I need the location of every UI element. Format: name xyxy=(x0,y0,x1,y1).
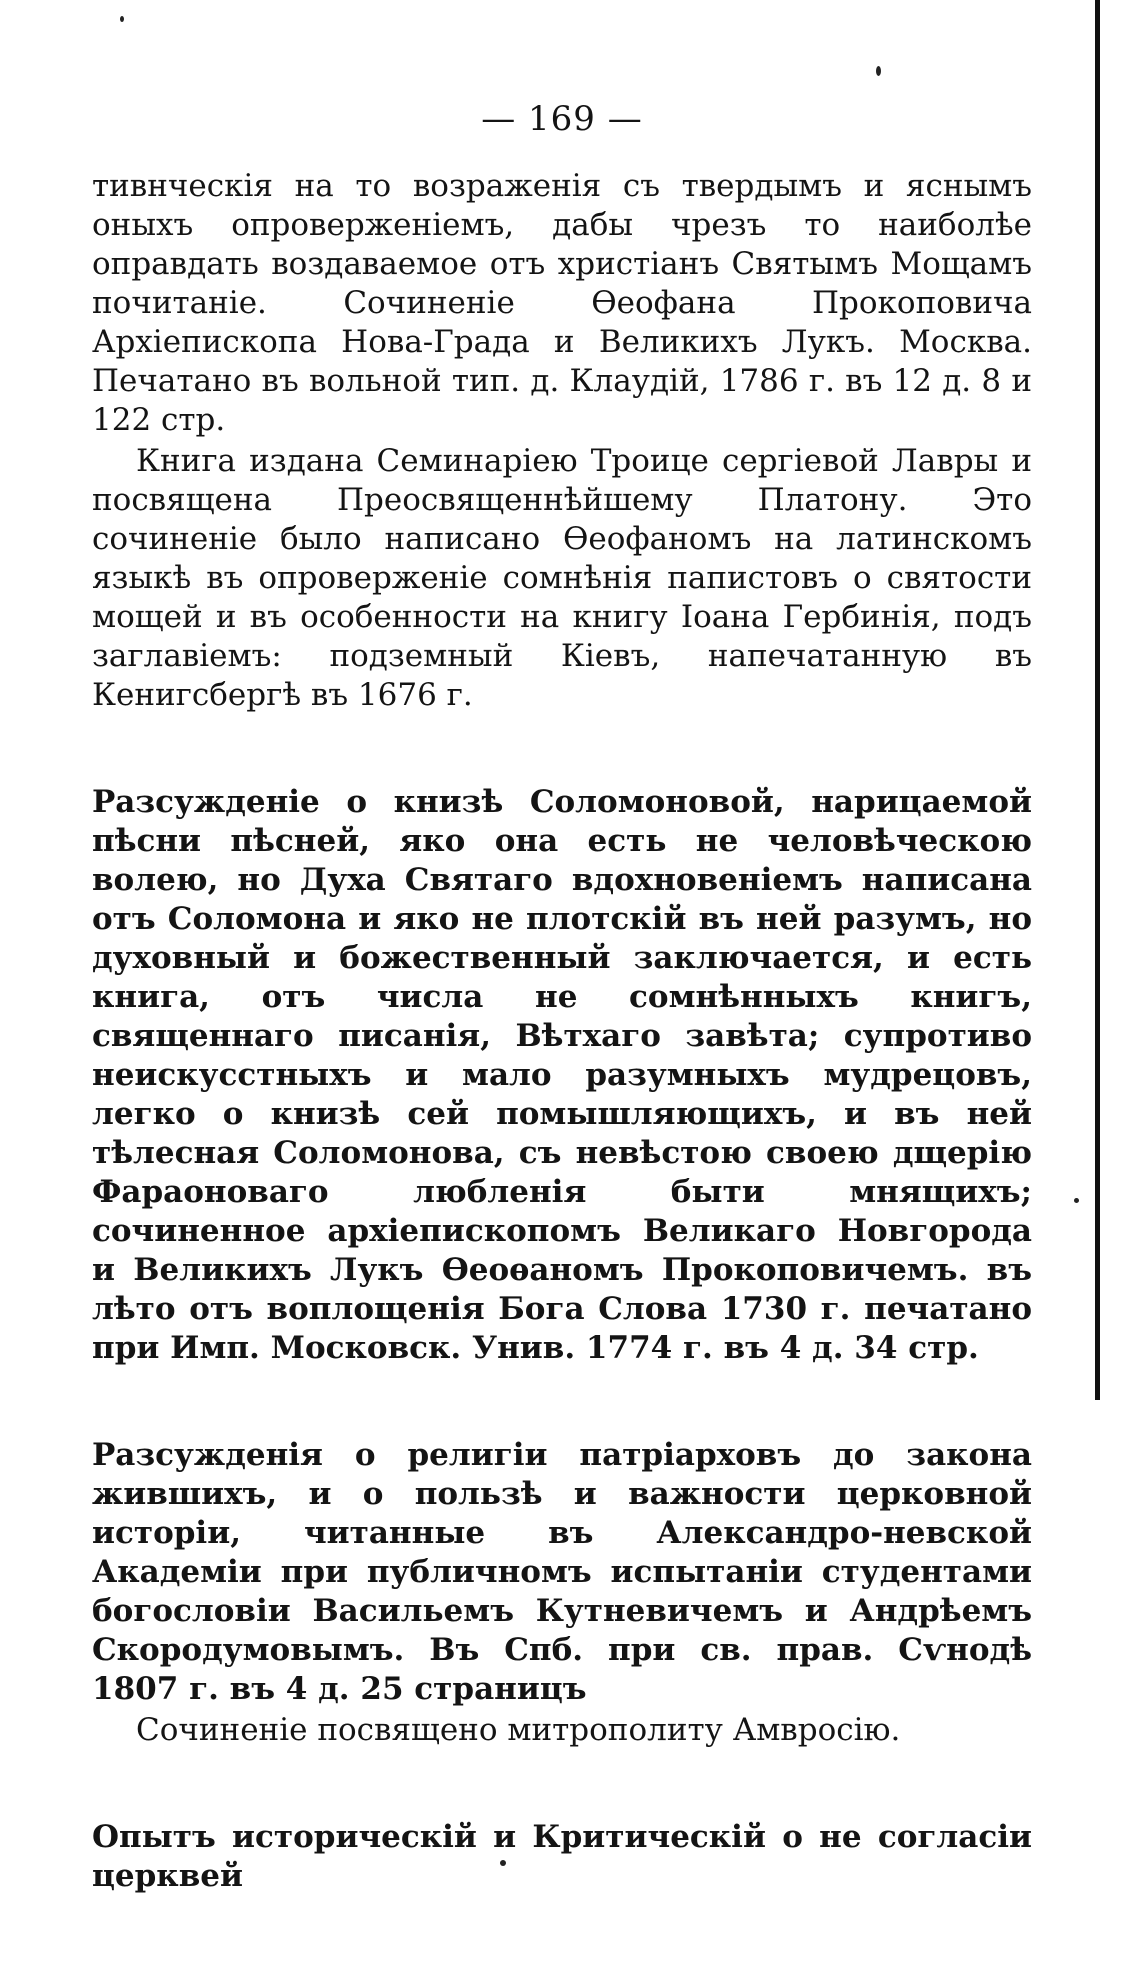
entry-note: Книга издана Семинаріею Троице сергіевой Лавры и посвящена Преосвященнѣйшему Платону. Это сочиненіе было написано Ѳеофаномъ на латинскомъ языкѣ въ опроверженіе сомнѣнія папистовъ о святости мощей и въ особенности на книгу Іоана Гербинія, подъ заглавіемъ: подземный Кіевъ, напечатанную въ Кенигсбергѣ въ 1676 г. xyxy=(92,443,1032,713)
scan-speck xyxy=(120,16,124,22)
entry-note: Сочиненіе посвящено митрополиту Амвросію. xyxy=(136,1712,901,1748)
entry-text: Разсужденія о религіи патріарховъ до закона жившихъ, и о пользѣ и важности церковной исторіи, читанные въ Александро-невской Академіи при публичномъ испытаніи студентами богословіи Васильемъ Кутневичемъ и Андрѣемъ Скородумовымъ. Въ Спб. при св. прав. Сѵнодѣ 1807 г. въ 4 д. 25 страницъ xyxy=(92,1437,1032,1707)
entry-text: тивнческія на то возраженія съ твердымъ и яснымъ оныхъ опроверженіемъ, дабы чрезъ то наиболѣе оправдать воздаваемое отъ христіанъ Святымъ Мощамъ почитаніе. Сочиненіе Ѳеофана Прокоповича Архіепископа Нова-Града и Великихъ Лукъ. Москва. Печатано въ вольной тип. д. Клаудій, 1786 г. въ 12 д. 8 и 122 стр. xyxy=(92,168,1032,438)
entry-patriarchs-religion xyxy=(92,1436,1032,1750)
entry-historical-essay xyxy=(92,1818,1032,1896)
scan-edge-line xyxy=(1095,0,1100,1400)
page-number: — 169 — xyxy=(481,99,643,139)
entry-text: Разсужденіе о книзѣ Соломоновой, нарицаемой пѣсни пѣсней, яко она есть не человѣческою волею, но Духа Святаго вдохновеніемъ написана отъ Соломона и яко не плотскій въ ней разумъ, но духовный и божественный заключается, и есть книга, отъ числа не сомнѣнныхъ книгъ, священнаго писанія, Вѣтхаго завѣта; супротиво неискусстныхъ и мало разумныхъ мудрецовъ, легко о книзѣ сей помышляющихъ, и въ ней тѣлесная Соломонова, съ невѣстою своею дщерію Фараоноваго любленія быти мнящихъ; сочиненное архіепископомъ Великаго Новгорода и Великихъ Лукъ Ѳеоѳаномъ Прокоповичемъ. въ лѣто отъ воплощенія Бога Слова 1730 г. печатано при Имп. Московск. Унив. 1774 г. въ 4 д. 34 стр. xyxy=(92,784,1032,1366)
entry-song-of-songs xyxy=(92,783,1032,1368)
scan-speck xyxy=(876,66,881,76)
scan-speck xyxy=(500,1860,506,1866)
entry-prokopovich-relics xyxy=(92,167,1032,715)
scan-speck xyxy=(1074,1198,1079,1203)
entry-text: Опытъ историческій и Критическій о не согласіи церквей xyxy=(92,1819,1032,1894)
book-page xyxy=(92,100,1032,1964)
